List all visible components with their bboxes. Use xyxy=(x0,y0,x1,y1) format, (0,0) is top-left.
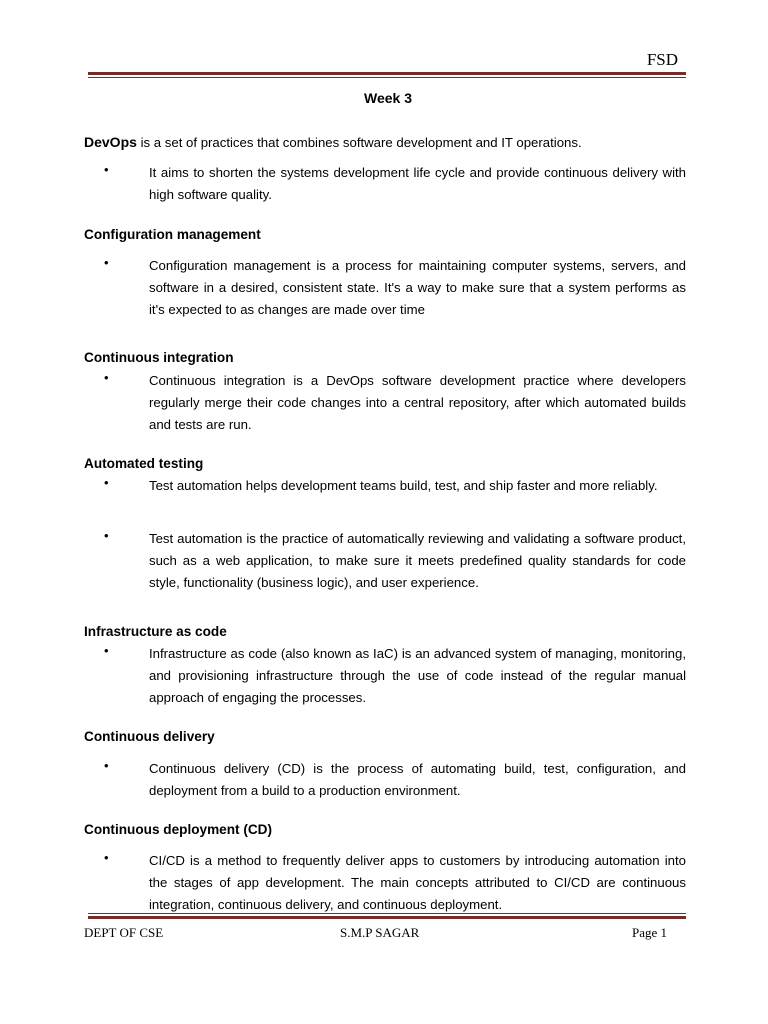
intro-text: is a set of practices that combines software development and IT operations. xyxy=(136,135,582,150)
section-heading: Continuous delivery xyxy=(84,729,215,744)
bullet-icon: • xyxy=(104,475,109,490)
bullet-icon: • xyxy=(104,255,109,270)
list-item xyxy=(104,528,686,594)
section-heading: Continuous deployment (CD) xyxy=(84,822,273,837)
section-heading: Infrastructure as code xyxy=(84,624,227,639)
list-item-text: Test automation is the practice of automatically reviewing and validating a software product, such as a web application, to make sure it meets predefined quality standards for code style, functionality (business logic), and user experience. xyxy=(149,531,686,590)
header-title: FSD xyxy=(646,50,678,69)
list-item-text: Configuration management is a process for maintaining computer systems, servers, and software in a desired, consistent state. It's a way to make sure that a system performs as it's expected to as changes are made over time xyxy=(149,258,686,317)
week-title: Week 3 xyxy=(364,90,412,106)
header-rule xyxy=(88,72,686,78)
list-item-text: Continuous integration is a DevOps software development practice where developers regularly merge their code changes into a central repository, after which automated builds and tests are run. xyxy=(149,373,686,432)
intro-term: DevOps xyxy=(84,134,137,150)
bullet-icon: • xyxy=(104,528,109,543)
list-item xyxy=(104,643,686,709)
list-item-text: Test automation helps development teams build, test, and ship faster and more reliably. xyxy=(149,478,658,493)
list-item xyxy=(104,370,686,436)
section-heading: Continuous integration xyxy=(84,350,234,365)
list-item xyxy=(104,850,686,916)
list-item xyxy=(104,255,686,321)
bullet-icon: • xyxy=(104,758,109,773)
list-item xyxy=(104,758,686,802)
bullet-icon: • xyxy=(104,850,109,865)
footer-rule xyxy=(88,913,686,919)
list-item-text: It aims to shorten the systems development life cycle and provide continuous delivery with high software quality. xyxy=(149,165,686,202)
page-number: Page 1 xyxy=(632,925,668,940)
list-item-text: Infrastructure as code (also known as IaC) is an advanced system of managing, monitoring, and provisioning infrastructure through the use of code instead of the regular manual approach of engaging the processes. xyxy=(149,646,686,705)
section-heading: Automated testing xyxy=(84,456,204,471)
bullet-icon: • xyxy=(104,643,109,658)
list-item xyxy=(104,475,686,497)
section-heading: Configuration management xyxy=(84,227,261,242)
bullet-icon: • xyxy=(104,370,109,385)
footer-author: S.M.P SAGAR xyxy=(340,925,420,940)
bullet-icon: • xyxy=(104,162,109,177)
list-item-text: Continuous delivery (CD) is the process of automating build, test, configuration, and deployment from a build to a production environment. xyxy=(149,761,686,798)
intro-paragraph xyxy=(84,134,582,150)
list-item-text: CI/CD is a method to frequently deliver apps to customers by introducing automation into the stages of app development. The main concepts attributed to CI/CD are continuous integration, continuous delivery, and continuous deployment. xyxy=(149,853,686,912)
footer-department: DEPT OF CSE xyxy=(84,925,164,940)
list-item xyxy=(104,162,686,206)
